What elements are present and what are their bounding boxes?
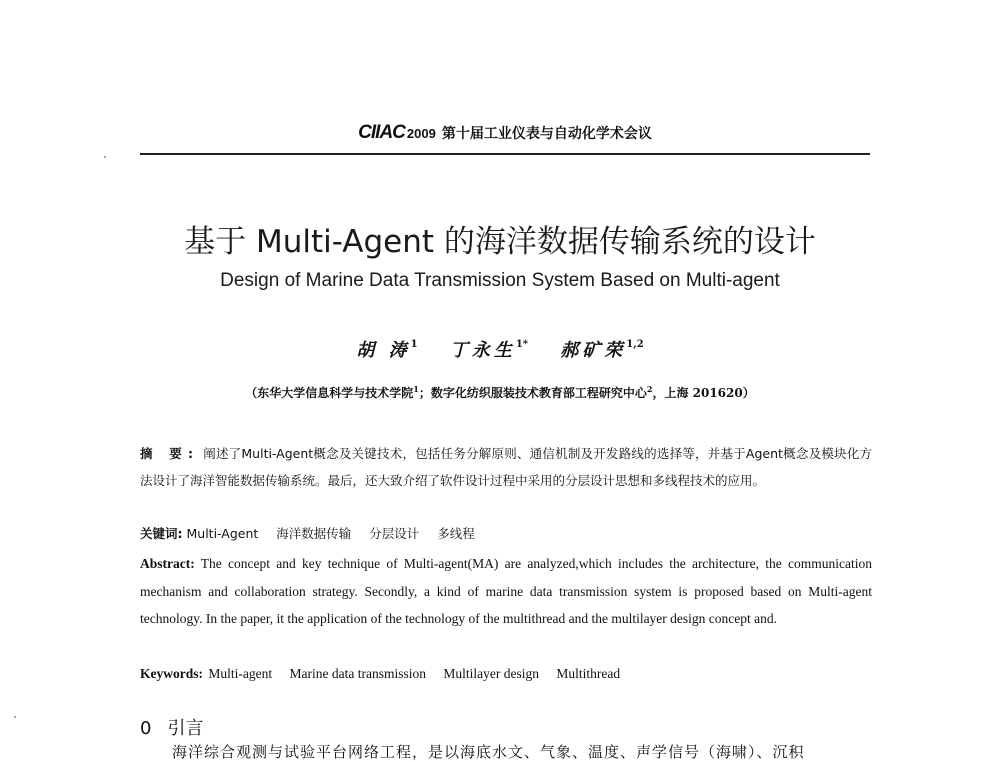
author-name: 丁永生 [449, 340, 516, 361]
keyword: 分层设计 [369, 526, 420, 541]
abstract-chinese-text: 阐述了Multi-Agent概念及关键技术，包括任务分解原则、通信机制及开发路线的选择等，并基于Agent概念及模块化方法设计了海洋智能数据传输系统。最后，还大致介绍了软件设计过程中采用的分层设计思想和多线程技术的应用。 [140, 446, 872, 488]
affiliation-text: ；数字化纺织服装技术教育部工程研究中心 [418, 386, 647, 400]
title-english: Design of Marine Data Transmission System Based on Multi-agent [220, 270, 780, 291]
abstract-english-label: Abstract: [140, 556, 195, 571]
affiliation-mark: 1 [413, 384, 419, 394]
author [560, 340, 643, 361]
keyword: 海洋数据传输 [276, 526, 352, 541]
header-rule [140, 153, 870, 155]
keyword: Marine data transmission [289, 666, 426, 681]
keyword: Multi-Agent [186, 526, 259, 541]
affiliation-text: ，上海 201620） [652, 386, 755, 400]
keywords-english-label: Keywords: [140, 666, 203, 681]
conference-name: 第十届工业仪表与自动化学术会议 [441, 126, 652, 142]
title-chinese: 基于 Multi-Agent 的海洋数据传输系统的设计 [184, 224, 816, 260]
author [356, 340, 417, 361]
affiliation-mark: 2 [646, 384, 653, 394]
keyword: Multilayer design [443, 666, 539, 681]
abstract-english-text: The concept and key technique of Multi-agent(MA) are analyzed,which includes the architecture, the communication mechanism and collaboration strategy. Secondly, a kind of marine data transmission system is proposed based on Multi-agent technology. In the paper, it the application of the technology of the multithread and the multilayer design concept and. [140, 556, 872, 626]
author-name: 胡 涛 [356, 340, 411, 361]
scan-speck [14, 716, 16, 718]
section-body-text: 海洋综合观测与试验平台网络工程，是以海底水文、气象、温度、声学信号（海啸）、沉积 [172, 743, 805, 761]
author [450, 340, 528, 361]
conference-year: 2009 [406, 126, 436, 141]
section-title: 引言 [167, 718, 204, 739]
affiliation [0, 384, 1000, 401]
author-affiliation-mark: 1,2 [626, 339, 644, 350]
abstract-chinese [140, 440, 872, 494]
keywords-chinese [140, 520, 872, 547]
author-affiliation-mark: 1* [515, 339, 529, 350]
section-heading [140, 714, 203, 740]
author-affiliation-mark: 1 [410, 339, 418, 350]
abstract-english [140, 550, 872, 633]
keywords-chinese-label: 关键词: [140, 526, 183, 541]
abstract-chinese-label: 摘 要: [140, 446, 200, 461]
keyword: Multithread [556, 666, 621, 681]
affiliation-text: （东华大学信息科学与技术学院 [245, 386, 414, 400]
conference-logo: CIIAC [358, 122, 405, 143]
scan-speck [104, 156, 106, 158]
author-list [0, 336, 1000, 362]
keyword: Multi-agent [208, 666, 273, 681]
keyword: 多线程 [437, 526, 475, 541]
section-number: 0 [140, 718, 152, 739]
author-name: 郝矿荣 [560, 340, 627, 361]
keywords-english [140, 660, 872, 687]
